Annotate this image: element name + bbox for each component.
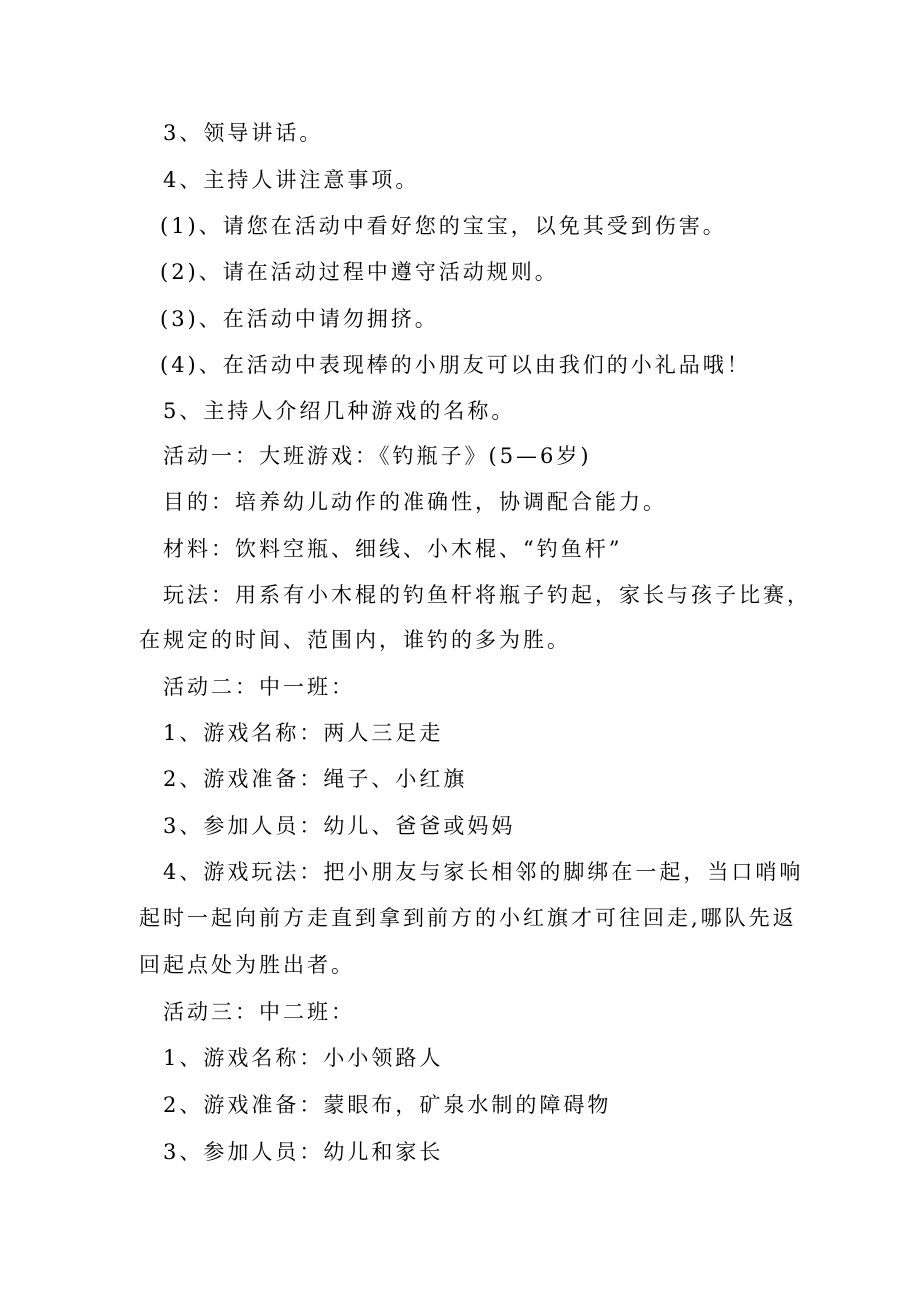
text-line: 4、主持人讲注意事项。 — [163, 168, 420, 192]
text-line: (2)、请在活动过程中遵守活动规则。 — [160, 260, 559, 284]
text-line: 3、参加人员：幼儿和家长 — [163, 1140, 444, 1164]
text-line: 起时一起向前方走直到拿到前方的小红旗才可往回走,哪队先返 — [139, 906, 797, 930]
text-line: 3、参加人员：幼儿、爸爸或妈妈 — [163, 814, 516, 838]
text-line: 材料：饮料空瓶、细线、小木棍、“钓鱼杆” — [163, 537, 623, 561]
text-line: 活动二：中一班： — [163, 675, 355, 699]
text-line: 目的：培养幼儿动作的准确性，协调配合能力。 — [163, 490, 667, 514]
text-line: (1)、请您在活动中看好您的宝宝，以免其受到伤害。 — [160, 214, 727, 238]
text-line: 1、游戏名称：两人三足走 — [163, 721, 444, 745]
text-line: 2、游戏准备：蒙眼布，矿泉水制的障碍物 — [163, 1093, 612, 1117]
text-line: 4、游戏玩法：把小朋友与家长相邻的脚绑在一起，当口哨响 — [163, 860, 804, 884]
text-line: 在规定的时间、范围内，谁钓的多为胜。 — [139, 628, 571, 652]
text-line: (3)、在活动中请勿拥挤。 — [160, 307, 439, 331]
text-line: 活动三：中二班： — [163, 1000, 355, 1024]
text-line: 3、领导讲话。 — [163, 121, 324, 145]
text-line: 玩法：用系有小木棍的钓鱼杆将瓶子钓起，家长与孩子比赛， — [163, 583, 811, 607]
text-line: 2、游戏准备：绳子、小红旗 — [163, 767, 468, 791]
text-line: 1、游戏名称：小小领路人 — [163, 1046, 444, 1070]
text-line: 5、主持人介绍几种游戏的名称。 — [163, 399, 516, 423]
text-line: (4)、在活动中表现棒的小朋友可以由我们的小礼品哦！ — [160, 353, 751, 377]
text-line: 回起点处为胜出者。 — [139, 953, 355, 977]
text-line: 活动一：大班游戏：《钓瓶子》(5—6岁) — [163, 444, 592, 468]
